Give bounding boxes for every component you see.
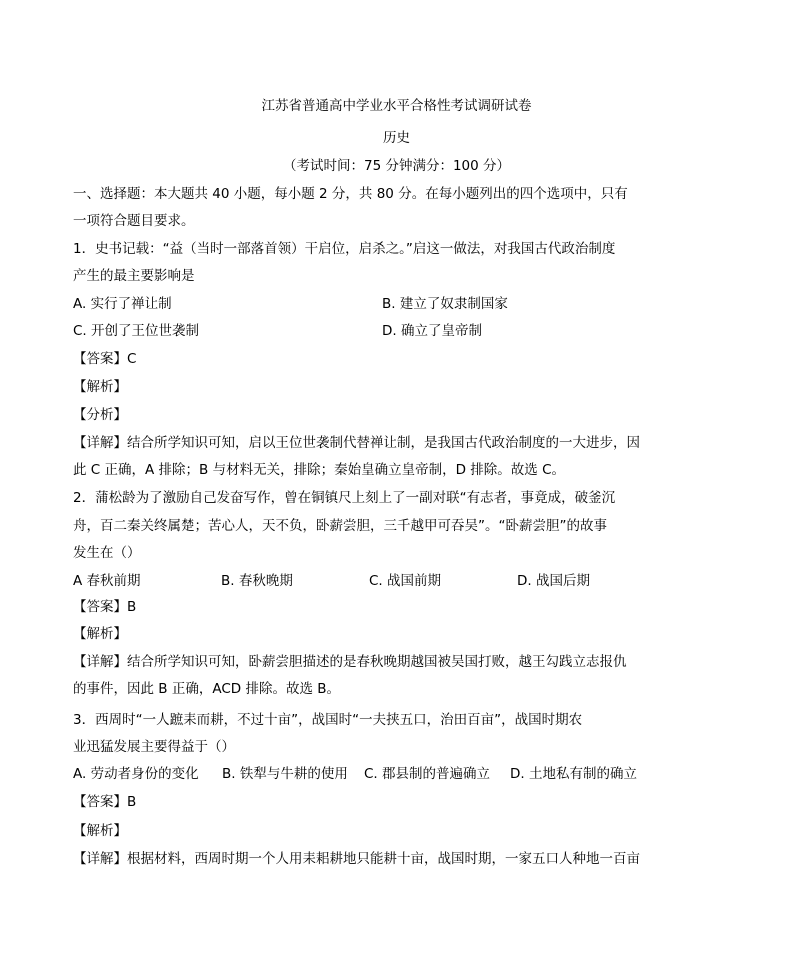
exam-info: （考试时间：75 分钟满分：100 分） [282,158,511,174]
q2-detail-line2: 的事件，因此 B 正确，ACD 排除。故选 B。 [73,681,341,697]
q3-detail-line1: 【详解】根据材料，西周时期一个人用耒耜耕地只能耕十亩，战国时期，一家五口人种地一百亩 [73,851,640,867]
section-instruction-line2: 一项符合题目要求。 [73,213,195,229]
q1-option-c: C. 开创了王位世袭制 [73,323,200,339]
q1-stem-line1: 1．史书记载：“益（当时一部落首领）干启位，启杀之。”启这一做法，对我国古代政治制度 [73,241,616,257]
q2-stem-line2: 舟，百二秦关终属楚；苦心人，天不负，卧薪尝胆，三千越甲可吞吴”。“卧薪尝胆”的故事 [73,518,607,534]
q1-answer: 【答案】C [73,351,137,367]
q3-option-d: D. 土地私有制的确立 [510,766,637,782]
q3-option-a: A. 劳动者身份的变化 [73,766,199,782]
q2-option-a: A 春秋前期 [73,573,141,589]
q2-option-c: C. 战国前期 [369,573,442,589]
q2-option-d: D. 战国后期 [517,573,590,589]
q1-option-a: A. 实行了禅让制 [73,296,172,312]
q3-option-c: C. 郡县制的普遍确立 [364,766,491,782]
q1-stem-line2: 产生的最主要影响是 [73,268,195,284]
q3-option-b: B. 铁犁与牛耕的使用 [222,766,348,782]
q2-stem-line3: 发生在（） [73,545,141,561]
q1-detail-line2: 此 C 正确，A 排除；B 与材料无关，排除；秦始皇确立皇帝制，D 排除。故选 C。 [73,462,565,478]
q1-option-b: B. 建立了奴隶制国家 [382,296,508,312]
q1-option-d: D. 确立了皇帝制 [382,323,482,339]
q3-stem-line1: 3．西周时“一人蹠耒而耕，不过十亩”，战国时“一夫挟五口，治田百亩”，战国时期农 [73,712,583,728]
q2-detail-line1: 【详解】结合所学知识可知，卧薪尝胆描述的是春秋晚期越国被吴国打败，越王勾践立志报仇 [73,654,627,670]
q3-answer: 【答案】B [73,794,137,810]
q2-stem-line1: 2．蒲松龄为了激励自己发奋写作，曾在铜镇尺上刻上了一副对联“有志者，事竟成，破釜沉 [73,490,616,506]
q2-answer: 【答案】B [73,599,137,615]
q1-fenxi-label: 【分析】 [73,407,127,423]
q3-stem-line2: 业迅猛发展主要得益于（） [73,739,235,755]
section-instruction-line1: 一、选择题：本大题共 40 小题，每小题 2 分，共 80 分。在每小题列出的四个选项中，只有 [73,186,628,202]
subject-title: 历史 [383,130,410,146]
q2-analysis-label: 【解析】 [73,626,127,642]
exam-title: 江苏省普通高中学业水平合格性考试调研试卷 [261,98,532,114]
q1-detail-line1: 【详解】结合所学知识可知，启以王位世袭制代替禅让制，是我国古代政治制度的一大进步，因 [73,435,640,451]
q1-analysis-label: 【解析】 [73,379,127,395]
q3-analysis-label: 【解析】 [73,823,127,839]
q2-option-b: B. 春秋晚期 [221,573,293,589]
